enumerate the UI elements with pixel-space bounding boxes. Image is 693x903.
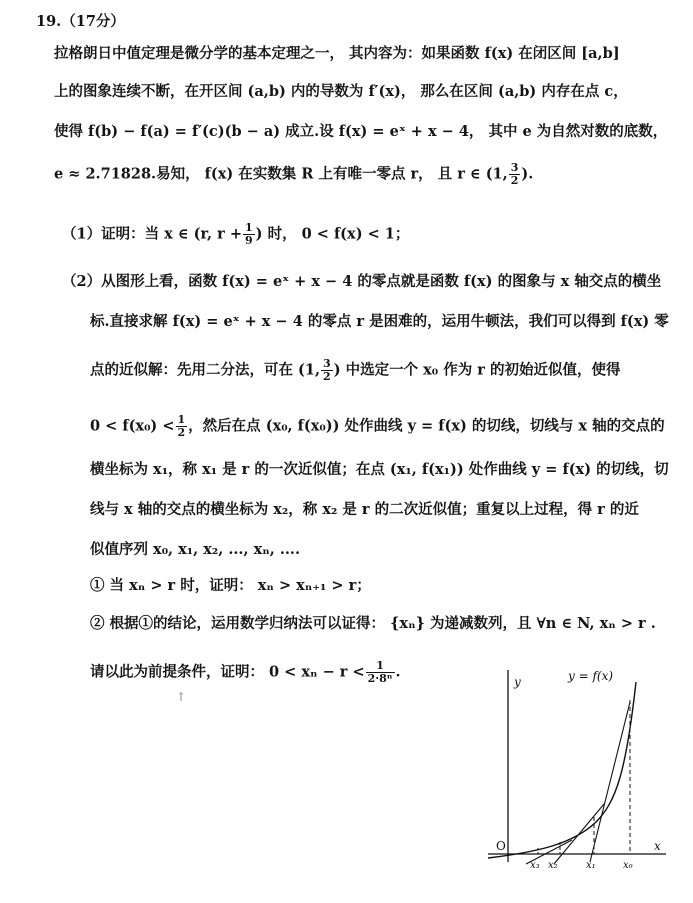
part2-line-6: 线与 x 轴的交点的横坐标为 x₂，称 x₂ 是 r 的二次近似值；重复以上过程，得 r 的近: [90, 501, 639, 518]
problem-number: 19.: [36, 13, 62, 30]
function-curve: [488, 682, 636, 858]
fraction-numerator: 3: [323, 357, 331, 370]
part2-line-10: [90, 660, 401, 685]
fraction-three-halves-2: [321, 358, 333, 383]
part1-text-b: ) 时， 0 < f(x) < 1；: [255, 225, 410, 243]
tick-label-x0: x₀: [623, 860, 633, 871]
origin-label: O: [496, 839, 506, 853]
fraction-numerator: 1: [366, 660, 395, 673]
intro-line-4-text: e ≈ 2.71828.易知， f(x) 在实数集 R 上有唯一零点 r， 且 r ∈ (1,: [54, 165, 508, 183]
part2-line-4-b: ，然后在点 (x₀, f(x₀)) 处作曲线 y = f(x) 的切线，切线与 x 轴的交点的: [188, 417, 665, 435]
intro-line-2: 上的图象连续不断，在开区间 (a,b) 内的导数为 f′(x)， 那么在区间 (a,b) 内存在点 c，: [54, 83, 628, 100]
intro-line-4-end: ).: [521, 165, 534, 183]
part2-line-10-a: 请以此为前提条件，证明： 0 < xₙ − r <: [90, 663, 365, 681]
fraction-denominator: 2: [323, 370, 331, 383]
part1-statement: [62, 222, 409, 247]
tick-label-x1: x₁: [586, 860, 596, 871]
part2-line-4-a: 0 < f(x₀) <: [90, 417, 175, 435]
part1-text-a: （1）证明：当 x ∈ (r, r +: [62, 225, 242, 243]
fraction-denominator: 2: [177, 426, 186, 439]
fraction-numerator: 1: [177, 413, 186, 426]
tick-label-x3: x₃: [530, 860, 540, 871]
intro-line-1: 拉格朗日中值定理是微分学的基本定理之一， 其内容为：如果函数 f(x) 在闭区间 [a,b]: [54, 45, 620, 62]
fraction-one-half: [176, 414, 188, 439]
part2-sub-2: ② 根据①的结论，运用数学归纳法可以证得： {xₙ} 为递减数列，且 ∀n ∈ N, xₙ > r .: [90, 615, 656, 632]
tick-label-x2: x₂: [548, 860, 558, 871]
part2-line-5: 横坐标为 x₁，称 x₁ 是 r 的一次近似值；在点 (x₁, f(x₁)) 处作曲线 y = f(x) 的切线，切: [90, 461, 669, 478]
fraction-denominator: 2: [510, 174, 519, 187]
tangent-at-x0: [590, 702, 630, 862]
part2-line-3-a: 点的近似解：先用二分法，可在 (1,: [90, 361, 321, 379]
fraction-denominator: 9: [245, 234, 253, 247]
problem-score: （17分）: [61, 13, 125, 30]
fraction-one-ninth: [243, 222, 255, 247]
part2-line-3: [90, 358, 620, 383]
part2-line-3-b: ) 中选定一个 x₀ 作为 r 的初始近似值，使得: [333, 361, 621, 379]
x-axis-label: x: [654, 839, 661, 853]
part2-line-2: 标.直接求解 f(x) = eˣ + x − 4 的零点 r 是困难的，运用牛顿法，我们可以得到 f(x) 零: [90, 313, 669, 330]
fraction-bound: [366, 660, 395, 685]
part2-line-4: [90, 414, 665, 439]
fraction-numerator: 1: [245, 221, 253, 234]
fraction-denominator: 2·8ⁿ: [367, 672, 393, 685]
part2-line-7: 似值序列 x₀, x₁, x₂, ..., xₙ, ....: [90, 541, 301, 558]
curve-label: y = f(x): [568, 669, 614, 683]
fraction-three-halves: [509, 162, 521, 187]
stray-mark: ↑: [176, 690, 187, 704]
part2-sub-1: ① 当 xₙ > r 时，证明： xₙ > xₙ₊₁ > r；: [90, 577, 371, 594]
intro-line-4: [54, 162, 533, 187]
intro-line-3: 使得 f(b) − f(a) = f′(c)(b − a) 成立.设 f(x) = eˣ + x − 4， 其中 e 为自然对数的底数，: [54, 123, 668, 140]
y-axis-label: y: [514, 675, 521, 689]
problem-header: [36, 12, 125, 32]
part2-line-1: （2）从图形上看，函数 f(x) = eˣ + x − 4 的零点就是函数 f(x) 的图象与 x 轴交点的横坐: [62, 273, 662, 290]
newton-method-figure: [478, 662, 670, 872]
fraction-numerator: 3: [510, 161, 519, 174]
part2-line-10-b: .: [395, 663, 401, 681]
